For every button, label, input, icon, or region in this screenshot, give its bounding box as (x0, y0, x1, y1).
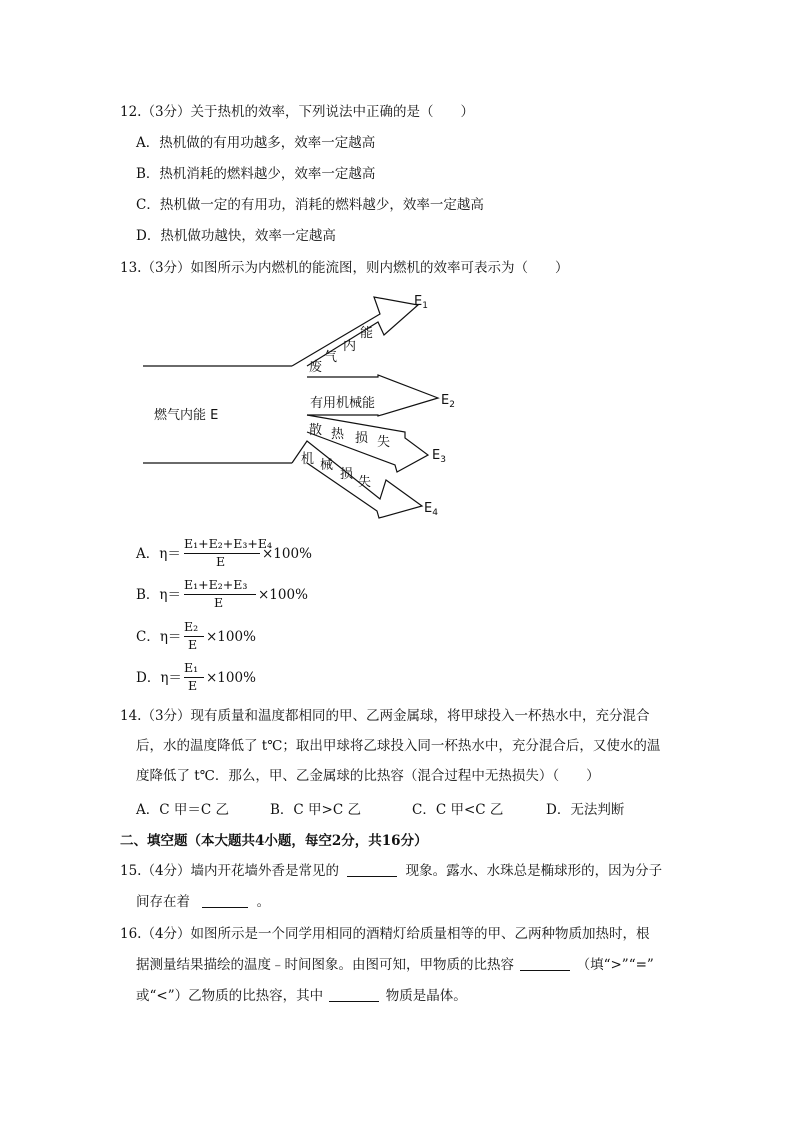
q12-option-b: B．热机消耗的燃料越少，效率一定越高 (136, 166, 376, 182)
q13-option-d-suffix: ×100% (206, 670, 256, 686)
q16-blank-2[interactable] (329, 987, 379, 1002)
q16-blank-1[interactable] (520, 956, 570, 971)
q13-option-d-prefix: D．η＝ (136, 670, 182, 686)
fraction-denominator: E (216, 554, 226, 569)
q12-option-d: D．热机做功越快，效率一定越高 (136, 228, 336, 244)
label-e2: $E_2$ (441, 393, 455, 410)
exhaust-char-1: 废 (309, 360, 323, 375)
q15-line-2 (136, 893, 270, 911)
exhaust-char-2: 气 (324, 350, 338, 365)
q15-blank-1[interactable] (347, 862, 397, 877)
mech-loss-arrow (292, 441, 422, 518)
fraction-numerator: E₁+E₂+E₃+E₄ (184, 536, 272, 551)
q14-option-c: C．C 甲<C 乙 (412, 802, 504, 818)
input-energy-label: 燃气内能 E (154, 408, 219, 423)
q14-line-1: 14.（3分）现有质量和温度都相同的甲、乙两金属球，将甲球投入一杯热水中，充分混合 (120, 708, 650, 724)
q16-text-c: 或“<”）乙物质的比热容，其中 (136, 988, 324, 1004)
label-e3: $E_3$ (432, 448, 446, 465)
q16-text-a: 据测量结果描绘的温度﹣时间图象。由图可知，甲物质的比热容 (136, 957, 514, 973)
mech-loss-char-3: 损 (340, 467, 354, 482)
q13-option-c-suffix: ×100% (206, 629, 256, 645)
q12-stem: 12.（3分）关于热机的效率，下列说法中正确的是（ ） (120, 104, 475, 120)
q14-option-d: D．无法判断 (546, 802, 625, 818)
q14-option-b: B．C 甲>C 乙 (270, 802, 361, 818)
useful-energy-arrow (307, 375, 438, 416)
fraction-denominator: E (188, 678, 198, 693)
q15-line-1 (120, 862, 662, 880)
heat-loss-arrow (307, 415, 428, 472)
q14-line-3: 度降低了 t℃．那么，甲、乙金属球的比热容（混合过程中无热损失）（ ） (136, 768, 600, 784)
q15-text-b: 现象。露水、水珠总是椭球形的，因为分子 (405, 863, 663, 879)
heat-loss-char-4: 失 (377, 435, 391, 450)
heat-loss-char-2: 热 (331, 427, 345, 442)
exhaust-char-3: 内 (343, 339, 357, 354)
q15-blank-2[interactable] (202, 893, 248, 908)
q13-option-a-suffix: ×100% (262, 546, 312, 562)
fraction-denominator: E (214, 595, 224, 610)
heat-loss-char-3: 损 (355, 431, 369, 446)
exhaust-char-4: 能 (360, 326, 374, 341)
fraction-numerator: E₁ (184, 660, 199, 675)
q16-line-2 (136, 956, 654, 974)
label-e1: $E_1$ (414, 294, 428, 311)
mech-loss-char-1: 机 (301, 452, 315, 467)
q12-option-c: C．热机做一定的有用功，消耗的燃料越少，效率一定越高 (136, 197, 484, 213)
heat-loss-char-1: 散 (309, 423, 323, 438)
label-e4: $E_4$ (424, 501, 438, 518)
exhaust-arrow (292, 297, 418, 366)
q13-stem: 13.（3分）如图所示为内燃机的能流图，则内燃机的效率可表示为（ ） (120, 260, 569, 276)
q13-option-a-prefix: A．η＝ (136, 546, 181, 562)
q15-text-a: 15.（4分）墙内开花墙外香是常见的 (120, 863, 340, 879)
q16-line-3 (136, 987, 467, 1005)
q13-option-b-suffix: ×100% (258, 587, 308, 603)
mech-loss-char-2: 械 (320, 458, 334, 473)
fraction-numerator: E₁+E₂+E₃ (184, 577, 248, 592)
useful-energy-label: 有用机械能 (310, 396, 376, 411)
q14-line-2: 后，水的温度降低了 t℃；取出甲球将乙球投入同一杯热水中，充分混合后，又使水的温 (136, 738, 661, 754)
q13-option-c-prefix: C．η＝ (136, 629, 182, 645)
q14-option-a: A．C 甲＝C 乙 (136, 802, 229, 818)
q16-line-1: 16.（4分）如图所示是一个同学用相同的酒精灯给质量相等的甲、乙两种物质加热时，根 (120, 926, 650, 942)
q12-option-a: A．热机做的有用功越多，效率一定越高 (136, 135, 376, 151)
section-heading: 二、填空题（本大题共4小题，每空2分，共16分） (120, 833, 428, 849)
fraction-denominator: E (188, 637, 198, 652)
q15-text-d: 。 (256, 894, 271, 910)
fraction-numerator: E₂ (184, 619, 199, 634)
q13-option-b-prefix: B．η＝ (136, 587, 182, 603)
q16-text-b: （填“>”“=” (576, 957, 654, 973)
q16-text-d: 物质是晶体。 (385, 988, 467, 1004)
q15-text-c: 间存在着 (136, 894, 190, 910)
mech-loss-char-4: 失 (358, 475, 372, 490)
